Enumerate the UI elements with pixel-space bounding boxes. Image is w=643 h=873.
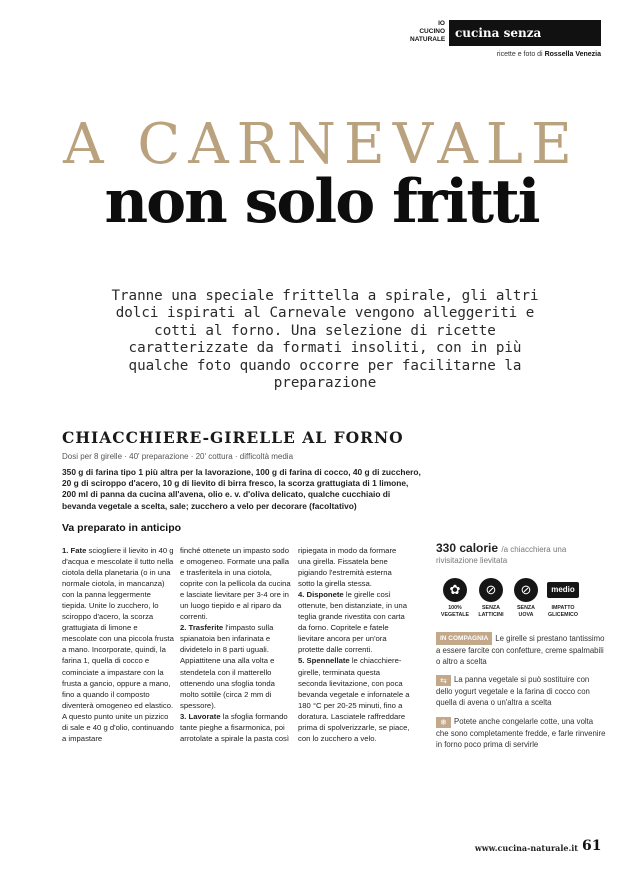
credits [420,51,601,58]
tip-tag: IN COMPAGNIA [436,632,492,645]
badge-senza-latticini [474,578,508,618]
brand-line: CUCINO [419,28,445,35]
step-4-title: 4. Disponete [298,590,344,600]
step-1-text: sciogliere il lievito in 40 g d'acqua e mescolate il tutto nella ciotola della planetaria (o in una normale ciotola, in mancanza) con la panna leggermente tiepida. Unite lo zucchero, lo sciroppo d'acero, la scorza grattugiata di limone e mescolate con una piccola frusta a mano. Incorporate, quindi, la farina 1, quella di cocco e cominciate a impastare con la frusta a gancio, oppure a mano, fino a quando il composto diventerà omogeneo ed elastico. A questo punto unite un pizzico di sale e 40 g d'olio, continuando a impastare [62,546,174,743]
badge-vegetale [438,578,472,618]
tip-freezing [436,716,606,750]
badge-label [438,605,472,618]
brand-line: IO [438,20,445,27]
badge-impatto-glicemico [543,578,583,618]
tip-in-compagnia [436,632,606,667]
leaf-icon: ✿ [443,578,467,602]
page-title-line1: A CARNEVALE [63,112,580,177]
page-number: 61 [582,838,602,854]
tip-text: La panna vegetale si può sostituire con dello yogurt vegetale e la farina di cocco con quella di avena o un'altra a scelta [436,675,590,708]
step-1 [62,545,174,744]
tip-text: Potete anche congelarle cotte, una volta che sono completamente fredde, e farle rinvenire in forno poco prima di servirle [436,717,606,750]
step-5 [298,655,410,743]
step-1-continued: finché ottenete un impasto sodo e omogeneo. Formate una palla e trasferitela in una ciotola, coprite con la pellicola da cucina e lasciate lievitare per 3-4 ore in un luogo tiepido e al riparo da correnti. [180,546,291,622]
step-3-text: la sfoglia formando tante pieghe a fisarmonica, poi arrotolate a spirale la pasta così [180,711,289,743]
tip-substitution [436,674,606,708]
badge-label-line: SENZA [517,605,535,611]
badge-label-line: SENZA [482,605,500,611]
badge-label-line: IMPATTO [551,605,575,611]
step-5-text: le chiacchiere-girelle, terminata questa seconda lievitazione, con poca bevanda vegetale e infornatele a 180 °C per 20-25 minuti, fino a doratura. Lasciatele raffreddare prima di spolverizzarle, se piace, con lo zucchero a velo. [298,656,410,743]
snowflake-icon: ❄ [436,717,451,728]
step-2-title: 2. Trasferite [180,623,224,633]
recipe-meta: Dosi per 8 girelle · 40' preparazione · 20' cottura · difficoltà media [62,452,294,461]
method-column-1 [62,545,174,744]
badge-senza-uova [509,578,543,618]
step-2-text: l'impasto sulla spianatoia ben infarinata e dividetelo in 8 parti uguali. Appiattitene una alla volta e stendetela con il matterello ottenendo una sfoglia tonda molto sottile (circa 2 mm di spessore). [180,623,275,710]
badge-label-line: VEGETALE [440,611,470,618]
recipe-ingredients: 350 g di farina tipo 1 più altra per la lavorazione, 100 g di farina di cocco, 40 g di zucchero, 20 g di sciroppo d'acero, 10 g di lievito di birra fresco, la scorza grattugiata di 1 limone, 200 ml di panna da cucina all'avena, olio e. v. d'oliva delicato, qualche cucchiaio di bevanda vegetale a scelta, sale; zucchero a velo per decorare (facoltativo) [62,467,421,511]
step-2 [180,622,292,710]
badge-label-line: GLICEMICO [547,611,578,618]
method-column-2 [180,545,292,744]
calories [436,541,596,555]
calories-subtitle: /a chiacchiera una [501,545,567,554]
glycemic-level: medio [547,582,579,598]
footer-url: www.cucina-naturale.it [474,843,578,853]
no-egg-icon: ⊘ [514,578,538,602]
no-dairy-icon: ⊘ [479,578,503,602]
page-title-line2: non solo fritti [104,167,539,237]
step-3-continued: ripiegata in modo da formare una girella. Fissatela bene pigiando l'estremità esterna sotto la girella stessa. [298,546,397,589]
prep-heading: Va preparato in anticipo [62,522,182,534]
step-4 [298,589,410,655]
brand-line: NATURALE [410,36,446,43]
section-label: cucina senza [449,20,601,46]
badge-label-line: 100% [448,605,462,611]
calories-subtitle-2: rivisitazione lievitata [436,556,508,565]
calories-value: 330 calorie [436,541,499,555]
badge-label [474,605,508,618]
recipe-title: CHIACCHIERE-GIRELLE AL FORNO [62,428,404,447]
badge-label [543,605,583,618]
credits-prefix: ricette e foto di [496,51,543,58]
step-3 [180,711,292,744]
method-column-3 [298,545,410,744]
badge-label [509,605,543,618]
step-1-title: 1. Fate [62,546,87,555]
credits-author: Rossella Venezia [544,51,601,58]
step-3-title: 3. Lavorate [180,711,221,721]
intro-text: Tranne una speciale frittella a spirale, gli altri dolci ispirati al Carnevale vengono alleggeriti e cotti al forno. Una selezione di ricette caratterizzate da formati insoliti, con in più qualche foto quando occorre per facilitarne la preparazione [111,288,539,392]
swap-icon: ⇆ [436,675,451,686]
badge-label-line: LATTICINI [478,611,504,618]
step-5-title: 5. Spennellate [298,656,350,666]
step-4-text: le girelle così ottenute, ben distanziate, in una teglia grande rivestita con carta da forno. Copritele e fatele lievitare ancora per un'ora protette dalle correnti. [298,590,407,655]
brand-logo [410,20,448,46]
badge-label-line: UOVA [518,611,534,618]
tip-text: Le girelle si prestano tantissimo a essere farcite con confetture, creme spalmabili o altro a scelta [436,634,605,667]
